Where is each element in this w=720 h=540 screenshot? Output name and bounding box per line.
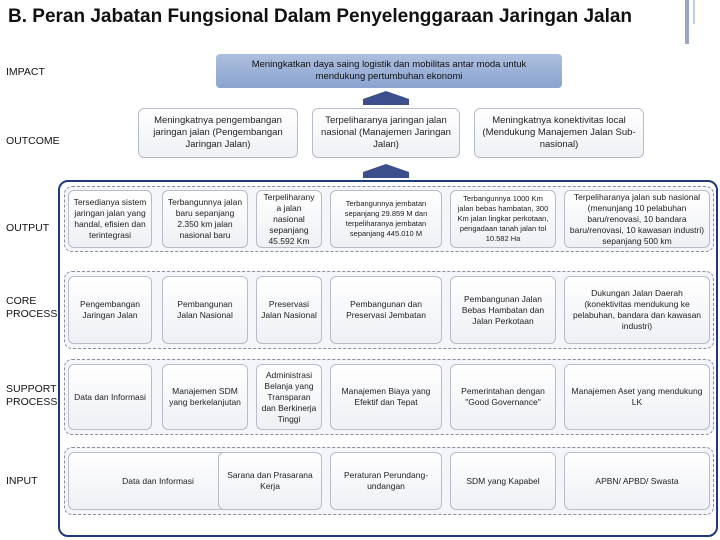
input-box: SDM yang Kapabel bbox=[450, 452, 556, 510]
output-box: Terbangunnya 1000 Km jalan bebas hambatan, 300 Km jalan lingkar perkotaan, pengadaan tanah jalan tol 10.582 Ha bbox=[450, 190, 556, 248]
decorative-bar bbox=[685, 0, 689, 44]
arrow-up-icon bbox=[363, 91, 409, 105]
support-process-box: Administrasi Belanja yang Transparan dan Berkinerja Tinggi bbox=[256, 364, 322, 430]
output-box: Terpeliharanya jalan sub nasional (menunjang 10 pelabuhan baru/renovasi, 10 bandara baru/renovasi, 10 kawasan industri) sepanjang 500 km bbox=[564, 190, 710, 248]
support-process-box: Manajemen Aset yang mendukung LK bbox=[564, 364, 710, 430]
input-box: Peraturan Perundang-undangan bbox=[330, 452, 442, 510]
core-process-box: Pengembangan Jaringan Jalan bbox=[68, 276, 152, 344]
core-process-box: Preservasi Jalan Nasional bbox=[256, 276, 322, 344]
input-box: APBN/ APBD/ Swasta bbox=[564, 452, 710, 510]
row-label-core-process: CORE PROCESS bbox=[6, 295, 58, 320]
row-label-output: OUTPUT bbox=[6, 222, 50, 234]
row-label-impact: IMPACT bbox=[6, 66, 45, 78]
core-process-box: Pembangunan dan Preservasi Jembatan bbox=[330, 276, 442, 344]
impact-box bbox=[216, 54, 562, 88]
core-process-box: Dukungan Jalan Daerah (konektivitas mendukung ke pelabuhan, bandara dan kawasan industri) bbox=[564, 276, 710, 344]
input-box: Sarana dan Prasarana Kerja bbox=[218, 452, 322, 510]
outcome-box: Meningkatnya pengembangan jaringan jalan (Pengembangan Jaringan Jalan) bbox=[138, 108, 298, 158]
arrow-up-icon bbox=[363, 164, 409, 178]
core-process-box: Pembangunan Jalan Nasional bbox=[162, 276, 248, 344]
decorative-bar-thin bbox=[693, 0, 695, 24]
support-process-box: Data dan Informasi bbox=[68, 364, 152, 430]
output-box: Terpeliharany a jalan nasional sepanjang 45.592 Km bbox=[256, 190, 322, 248]
output-box: Terbangunnya jalan baru sepanjang 2.350 km jalan nasional baru bbox=[162, 190, 248, 248]
row-label-input: INPUT bbox=[6, 475, 38, 487]
support-process-box: Manajemen SDM yang berkelanjutan bbox=[162, 364, 248, 430]
support-process-box: Manajemen Biaya yang Efektif dan Tepat bbox=[330, 364, 442, 430]
impact-text: Meningkatkan daya saing logistik dan mobilitas antar moda untuk mendukung pertumbuhan ekonomi bbox=[251, 59, 527, 82]
outcome-box: Meningkatnya konektivitas local (Mendukung Manajemen Jalan Sub-nasional) bbox=[474, 108, 644, 158]
outcome-box: Terpeliharanya jaringan jalan nasional (Manajemen Jaringan Jalan) bbox=[312, 108, 460, 158]
output-box: Terbangunnya jembatan sepanjang 29.859 M dan terpeliharanya jembatan sepanjang 445.010 M bbox=[330, 190, 442, 248]
core-process-box: Pembangunan Jalan Bebas Hambatan dan Jalan Perkotaan bbox=[450, 276, 556, 344]
support-process-box: Pemerintahan dengan "Good Governance" bbox=[450, 364, 556, 430]
input-box: Data dan Informasi bbox=[68, 452, 248, 510]
row-label-outcome: OUTCOME bbox=[6, 135, 60, 147]
row-label-support-process: SUPPORT PROCESS bbox=[6, 383, 58, 408]
page-title: B. Peran Jabatan Fungsional Dalam Penyelenggaraan Jaringan Jalan bbox=[8, 6, 633, 27]
output-box: Tersedianya sistem jaringan jalan yang handal, efisien dan terintegrasi bbox=[68, 190, 152, 248]
